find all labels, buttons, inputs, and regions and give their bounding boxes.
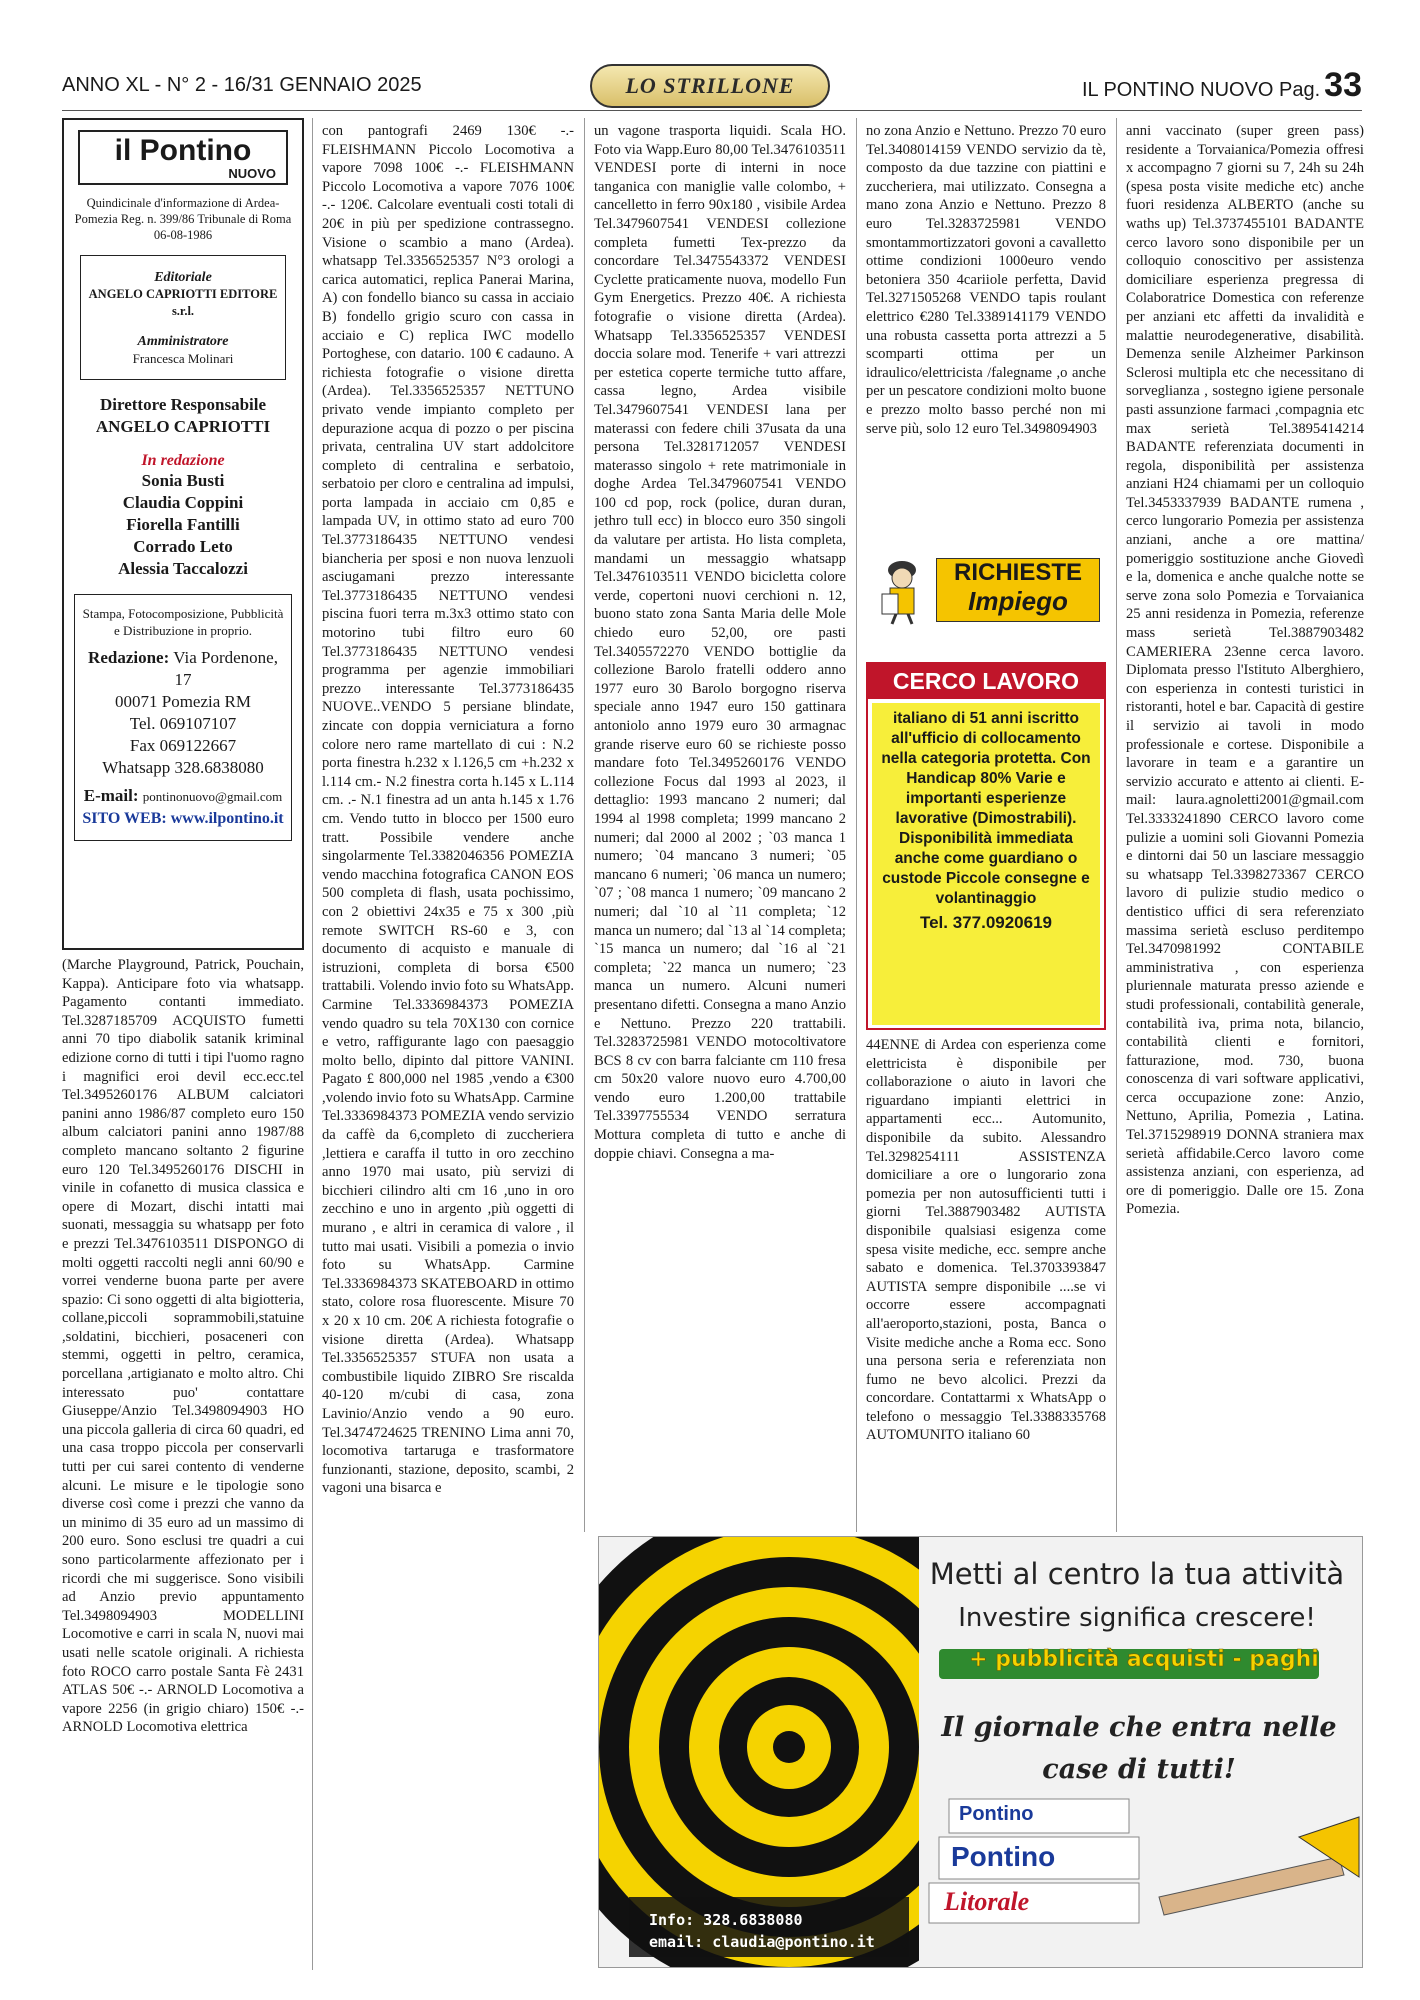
ads-column-3: un vagone trasporta liquidi. Scala HO. Foto via Wapp.Euro 80,00 Tel.3476103511 VENDESI porte di interni in noce tanganica con maniglie valle colombo, + cancelletto in ferro 90x180 , visibile Ardea Tel.3479607541 VENDESI collezione completa fumetti Tex-prezzo da concordare Tel.3475543372 VENDESI Cyclette praticamente nuova, modello Fun Gym Energetics. Prezzo 40€. A richiesta fotografie o visione diretta (Ardea). Whatsapp Tel.3356525357 VENDESI doccia solare mod. Tenerife + vari attrezzi per estetica coperte termiche tutto affare, cassa legno, Ardea visibile Tel.3479607541 VENDESI lana per materassi con federe chili 37usata da una persona Tel.3281712057 VENDESI materasso singolo + rete matrimoniale in doghe Ardea Tel.3479607541 VENDO 100 cd pop, rock (police, duran duran, jethro tull ecc) in blocco euro 350 singoli da valutare per artista. Ho lista completa, mandami un messaggio whatsapp Tel.3476103511 VENDO bicicletta colore verde, copertoni nuovi cerchioni n. 12, buono stato zona Santa Maria delle Mole chiedo euro 52,00, ore pasti Tel.3405572270 VENDO bottiglie da collezione Barolo fratelli oddero anno 1977 euro 30 Barolo borgogno riserva speciale anno 1947 euro 150 gattinara antoniolo anno 1979 euro 30 armagnac grande riserve euro 60 se richieste posso mandare foto Tel.3495260176 VENDO collezione Focus dal 1993 al 2023, il dettaglio: 1993 mancano 2 numeri; dal 1994 al 1998 completa; 1999 mancano 2 numeri; dal 2000 al 2002 ; `03 manca 1 numero; `04 mancano 3 numeri; `05 mancano 6 numeri; `06 manca un numero; `07 ; `08 manca 1 numero; `09 mancano 2 numeri; dal `10 al `11 completa; `12 manca un numero; dal `13 al `14 completa; `15 manca un numero; dal `16 al `21 completa; `22 manca un numero; `23 manca un numero. Alcuni numeri presentano difetti. Consegna a mano Anzio e Nettuno. Prezzo 220 trattabili. Tel.3283725981 VENDO motocoltivatore BCS 8 cv con barra falciante cm 110 fresa cm 50x20 valore nuovo euro 4.700,00 vendo euro 1.200,00 trattabile Tel.3397755534 VENDO serratura Mottura completa di tutto e anche di doppie chiavi. Consegna a ma- xyxy=(594,123,846,1162)
paper-logo: Pontino xyxy=(959,1803,1034,1825)
cerco-lavoro-box: CERCO LAVORO italiano di 51 anni iscritto all'ufficio di collocamento nella categoria protetta. Con Handicap 80% Varie e importanti esperienze lavorative (Dimostrabili). Disponibilità immediata anche come guardiano o custode Piccole consegne e volantinaggio Tel. 377.0920619 xyxy=(866,662,1106,1030)
page-number: 33 xyxy=(1324,66,1362,104)
paper-logo: Pontino xyxy=(951,1841,1056,1872)
publisher-box: Editoriale ANGELO CAPRIOTTI EDITORE s.r.l. Amministratore Francesca Molinari xyxy=(80,255,286,380)
publication-info: Quindicinale d'informazione di Ardea-Pomezia Reg. n. 399/86 Tribunale di Roma 06-08-1986 xyxy=(74,196,292,242)
richieste-impiego-header: RICHIESTE Impiego xyxy=(872,550,1104,630)
editorial-staff-label: In redazione xyxy=(141,452,225,469)
ads-column-4-bottom: 44ENNE di Ardea con esperienza come elettricista è disponibile per collaborazione o aiuto in lavori che riguardano impianti elettrici in appartamenti ecc... Automunito, disponibile da subito. Alessandro Tel.3298254111 ASSISTENZA domiciliare a ore o lungorario zona pomezia per non autosufficienti tutti i giorni Tel.3887903482 AUTISTA disponibile qualsiasi esigenza come spesa visite mediche, ecc. sempre anche sabato e domenica. Tel.3703393847 AUTISTA sempre disponibile ....se vi occorre essere accompagnati all'aeroporto,stazioni, posta, Banca o Visite mediche anche a Roma ecc. Sono una persona seria e referenziata non fumo ne bevo alcolici. Prezzi da concordare. Contattarmi x WhatsApp o telefono o messaggio Tel.3388335768 AUTOMUNITO italiano 60 xyxy=(866,1037,1106,1444)
column-divider xyxy=(1116,118,1117,1532)
column-divider xyxy=(312,118,313,1970)
ads-column-4-top: no zona Anzio e Nettuno. Prezzo 70 euro Tel.3408014159 VENDO servizio da tè, composto da due tazzine con piattini e zuccheriera, mai utilizzato. Consegna a mano zona Anzio e Nettuno. Prezzo 8 euro Tel.3283725981 VENDO smontammortizzatori govoni a cavalletto ottime condizioni 1000euro vendo betoniera 350 4cariiole perfetta, David Tel.3271505268 VENDO tapis roulant elettrico €280 Tel.3389141179 VENDO una robusta cassetta porta attrezzi a 5 scomparti ottima per un idraulico/elettricista /falegname ,o anche per un pescatore condizioni molto buone e prezzo molto basso perché non mi serve più, solo 12 euro Tel.3498094903 xyxy=(866,123,1106,437)
masthead-title: il Pontino NUOVO xyxy=(78,130,288,185)
director: Direttore Responsabile ANGELO CAPRIOTTI xyxy=(95,395,271,436)
strillone-logo: LO STRILLONE xyxy=(590,64,830,108)
issue-info: ANNO XL - N° 2 - 16/31 GENNAIO 2025 xyxy=(62,74,422,96)
ads-column-2: con pantografi 2469 130€ -.- FLEISHMANN Piccolo Locomotiva a vapore 7098 100€ -.- FLEISHMANN Piccolo Locomotiva a vapore 7076 100€ -.- 120€. Calcolare eventuali costi totali di 20€ in più per spedizione contrassegno. Visione o scambio a mano (Ardea). whatsapp Tel.3356525357 N°3 orologi a carica automatici, replica Panerai Marina, A) con fondello bianco su cassa in acciaio B) fondello grigio scuro con cassa in acciaio e C) replica IWC modello Portoghese, con datario. 100 € cadauno. A richiesta fotografie o visione diretta (Ardea). Tel.3356525357 NETTUNO privato vende impianto completo per depurazione acqua di pozzo o per piscina privata, centralina UV start addolcitore completo di centralina e serbatoio, serbatoio per cloro e centralina ad impulsi, porta lampada in acciaio cm 0,85 e lampada UV, in ottimo stato ad euro 700 Tel.3773186435 NETTUNO vendesi biancheria per sposi e non nuova lenzuoli asciugamani prezzo interessante Tel.3773186435 NETTUNO vendesi piscina fuori terra m.3x3 ottimo stato con motorino tubi filtro euro 60 Tel.3773186435 NETTUNO vendesi programma per agenzie immobiliari prezzo interessante Tel.3773186435 NUOVE..VENDO 5 persiane blindate, zincate con doppia verniciatura a forno colore nero ramе martellato di cui : N.2 porta finestra h.232 x l.126,5 cm +h.232 x l.114 cm.- N.2 finestra corta h.145 x L.114 cm. .- N.1 finestra ad un anta h.145 x 1.76 cm. Vendo tutto in blocco per 1500 euro tratt. Possibile vendere anche singolarmente Tel.3382046356 POMEZIA vendo macchina fotografica CANON EOS 500 completa di flash, usata pochissimo, con 2 obiettivi 24x35 e 75 x 300 ,più remote SWITCH RS-60 e 3, con documento di acquisto e manuale di istruzioni, completa di borsa €500 trattabili. Volendo invio foto su WhatsApp. Carmine Tel.3336984373 POMEZIA vendo quadro su tela 70X130 con cornice e vetro, raffigurante lago con paesaggio molto bello, dipinto dal pittore VANINI. Pagato £ 800,000 nel 1985 ,vendo a €300 ,volendo invio foto su WhatsApp. Carmine Tel.3336984373 POMEZIA vendo servizio da caffè da 6,completo di zuccheriera ,lettiera e caraffa il tutto in oro zecchino anno 1970 mai usato, più servizi di bicchieri cilindro alti cm 16 ,uno in oro zecchino e uno in argento ,più oggetti di murano , e altri in ceramica di valore , il tutto mai usati. Visibili a pomezia o invio foto su WhatsApp. Carmine Tel.3336984373 SKATEBOARD in ottimo stato, colore rosa fluorescente. Misure 70 x 20 x 10 cm. 20€ A richiesta fotografie o visione diretta (Ardea). Whatsapp Tel.3356525357 STUFA non usata a combustibile liquido ZIBRO Sre riscalda 40-120 m/cubi di casa, zona Lavinio/Anzio vendo a 90 euro. Tel.3474724625 TRENINO Lima anni 70, locomotiva tartaruga e trasformatore funzionanti, stazione, deposito, scambi, 2 vagoni una bisarca e xyxy=(322,123,574,1497)
masthead xyxy=(62,118,304,950)
advertisement-banner: Metti al centro la tua attività Investire significa crescere! + pubblicità acquisti - paghi Il giornale che entra nelle case di tutti! Pontino Pontino Litorale Info: 328.6838080 email: claudia@pontino.it xyxy=(598,1536,1363,1968)
newsboy-icon xyxy=(872,552,932,626)
paper-logo: Litorale xyxy=(944,1887,1030,1916)
contact-box: Stampa, Fotocomposizione, Pubblicità e Distribuzione in proprio. Redazione: Via Pordenone, 17 00071 Pomezia RM Tel. 069107107 Fax 069122667 Whatsapp 328.6838080 E-mail: pontinonuovo@gmail.com SITO WEB: www.ilpontino.it xyxy=(74,594,292,841)
editorial-staff: Sonia Busti Claudia Coppini Fiorella Fantilli Corrado Leto Alessia Taccalozzi xyxy=(118,471,248,578)
column-divider xyxy=(584,118,585,1532)
ads-column-1: (Marche Playground, Patrick, Pouchain, Kappa). Anticipare foto via whatsapp. Pagamento contanti immediato. Tel.3287185709 ACQUISTO fumetti anni 70 tipo diabolik satanik kriminal edizione corno di tutti i tipi l'uomo ragno i magnifici eroi devil ecc.ecc.tel Tel.3495260176 ALBUM calciatori panini anno 1986/87 completo euro 150 album calciatori panini anno 1987/88 completo mancano soltanto 2 figurine euro 120 Tel.3495260176 DISCHI in vinile in cofanetto di musica classica e opere di Mozart, dischi intatti mai suonati, messaggia su whatsapp per foto e prezzi Tel.3476103511 DISPONGO di molti oggetti raccolti negli anni 60/90 e vorrei venderne buona parte per avere spazio: Ci sono oggetti di alta bigiotteria, collane,piccoli soprammobili,statuine ,soldatini, bicchieri, posaceneri con stemmi, oggetti in peltro, ceramica, porcellana ,artigianato e molto altro. Chi interessato puo' contattare Giuseppe/Anzio Tel.3498094903 HO una piccola galleria di circa 60 quadri, ed una casa troppo piccola per conservarli tutti per cui sarei contento di venderne alcuni. Le misure e le tipologie sono diverse così come i prezzi che vanno da un minimo di 35 euro ad un massimo di 200 euro. Sono esclusi tre quadri a cui sono particolarmente affezionato per i ricordi che mi suggerisce. Sono visibili ad Anzio previo appuntamento Tel.3498094903 MODELLINI Locomotive e carri in scala N, nuovi mai usati nelle scatole originali. A richiesta foto ROCO carro postale Santa Fè 2431 ATLAS 50€ -.- ARNOLD Locomotiva a vapore 2256 (in grigio chiaro) 150€ -.- ARNOLD Locomotiva elettrica xyxy=(62,957,304,1736)
column-divider xyxy=(856,118,857,1532)
page-title: IL PONTINO NUOVO Pag. 33 xyxy=(1081,66,1362,104)
ads-column-5: anni vaccinato (super green pass) residente a Torvaianica/Pomezia offresi x accompagno 7 giorni su 7, 24h su 24h (spesa posta visite mediche etc) anche fuori residenza ALBERTO (anche su waths up) Tel.3737455101 BADANTE cerco lavoro sono disponibile per un colloquio conoscitivo per assistenza domiciliare esperienza pregressa di Colaboratrice Domestica con referenze per anziani etc affetti da invalidità e malattie neurodegenerative, disabilità. Demenza senile Alzheimer Parkinson Sclerosi multipla etc che necessitano di sorveglianza , sostegno igiene personale pasti assunzione farmaci ,compagnia etc max serietà Tel.3895414214 BADANTE referenziata documenti in regola, disponibilità per assistenza anziani H24 chiamami per un colloquio Tel.3453337939 BADANTE rumena , cerco lungorario Pomezia per assistenza anziani, anche a ore mattina/ pomeriggio sostituzione anche Giovedì e la, domenica e anche qualche notte se serve zona solo Pomezia e Torvaianica 25 anni residenza in Pomezia, referenze mass serietà Tel.3887903482 CAMERIERA 23enne cerca lavoro. Diplomata presso l'Istituto Alberghiero, con esperienza in contesti turistici in ristoranti, hotel e bar. Capacità di gestire il servizio ai tavoli in modo professionale e cortese. Disponibile a lavorare in team e a garantire un servizio accurato e attento ai clienti. E-mail: laura.agnoletti2001@gmail.com Tel.3333241890 CERCO lavoro come pulizie a uomini soli Giovanni Pomezia e dintorni dai 50 un lasciare messaggio su whatsapp Tel.3398273367 CERCO lavoro di pulizie studio medico o dentistico uffici di sera referenziato massima serietà escluso perditempo Tel.3470981992 CONTABILE amministrativa , con esperienza pluriennale maturata presso aziende e studi professionali, contabilità generale, contabilità iva, prima nota, bilancio, contabilità clienti e fornitori, fatturazione, mod. 730, buona conoscenza di vari software applicativi, cerca occupazione zone: Anzio, Nettuno, Aprilia, Pomezia , Latina. Tel.3715298919 DONNA straniera max serietà affidabile.Cerco lavoro come assistenza anziani, con esperienza, ad ore di pomeriggio. Dalle ore 15. Zona Pomezia. xyxy=(1126,123,1364,1218)
page-header xyxy=(62,62,1362,112)
header-divider xyxy=(62,110,1362,111)
ad-contact: Info: 328.6838080 email: claudia@pontino.it xyxy=(649,1911,875,1951)
